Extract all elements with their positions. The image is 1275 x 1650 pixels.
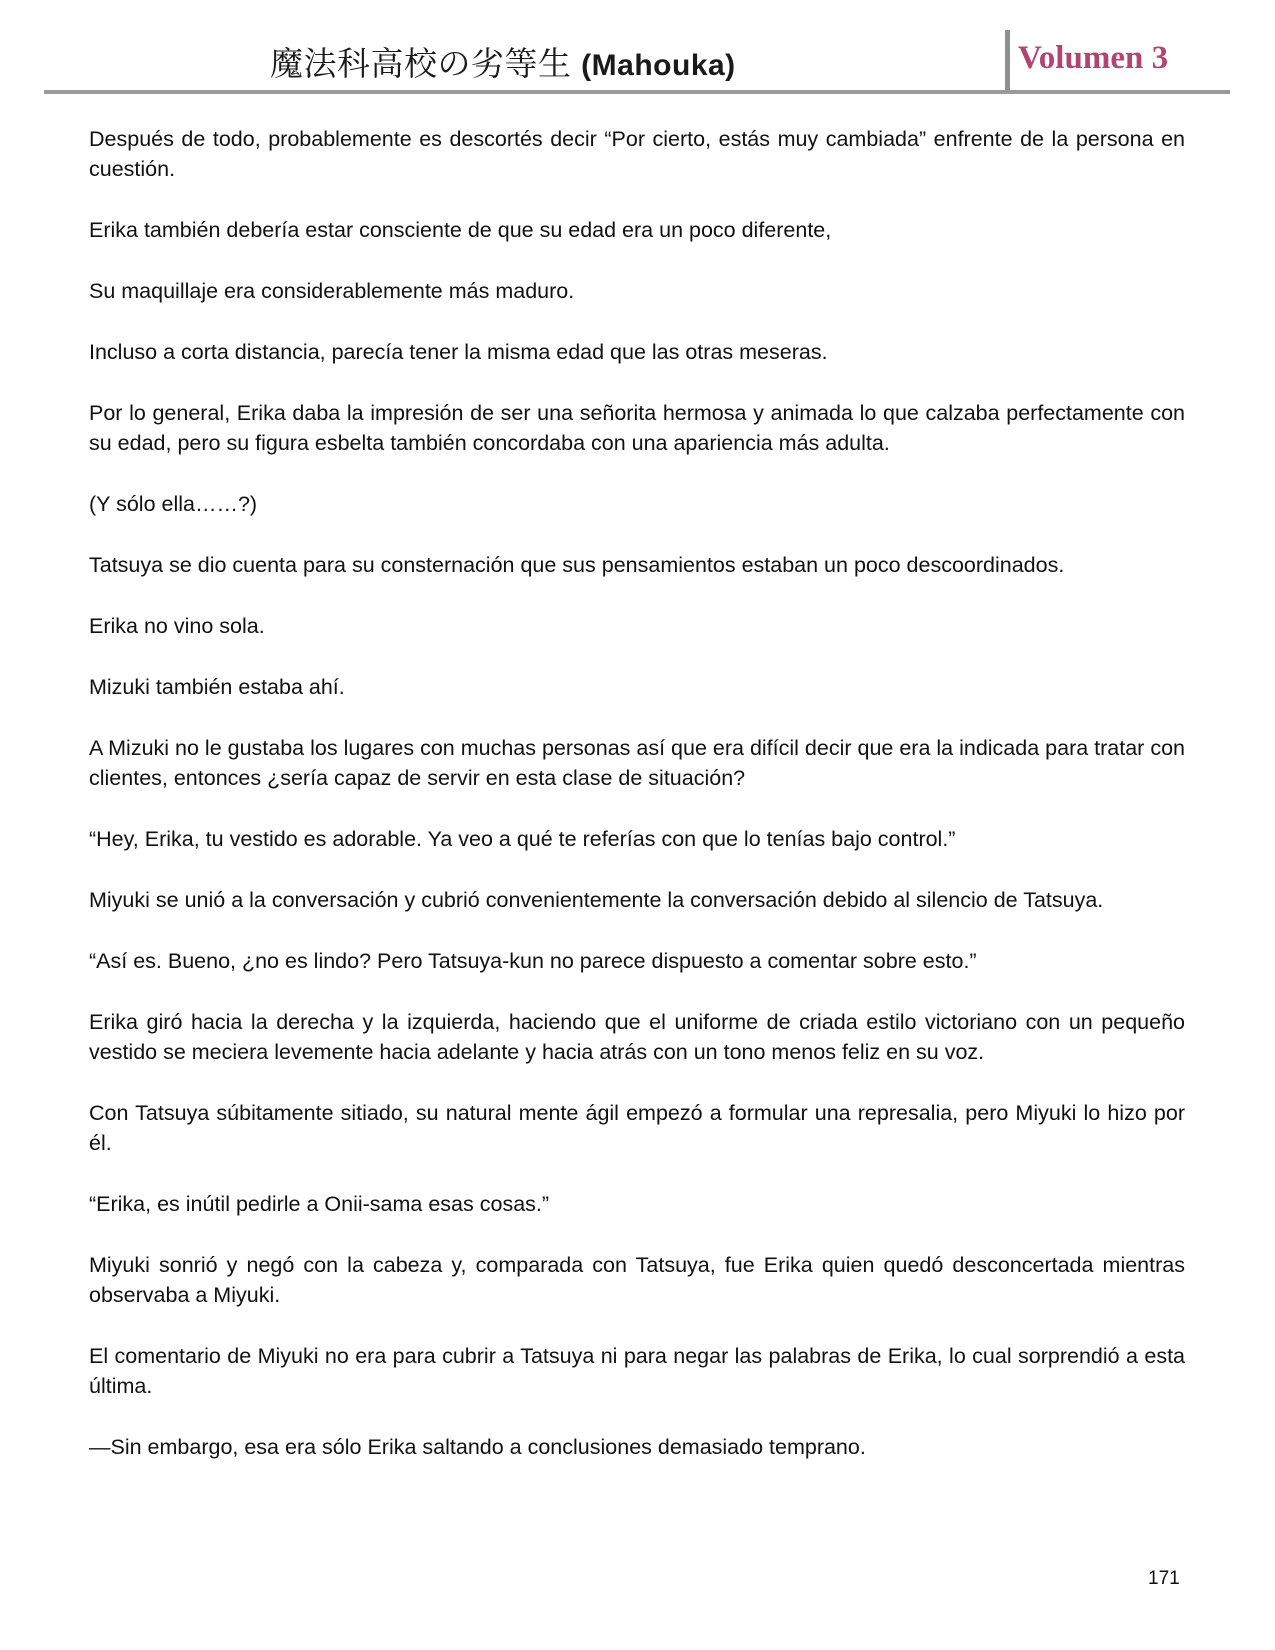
paragraph: Tatsuya se dio cuenta para su consternación que sus pensamientos estaban un poco descoordinados. [89,553,1065,577]
page-header-title [270,38,810,85]
paragraph: Su maquillaje era considerablemente más maduro. [89,279,575,303]
header-divider-vertical [1005,30,1010,92]
paragraph: Erika no vino sola. [89,614,265,638]
paragraph: “Erika, es inútil pedirle a Onii-sama esas cosas.” [89,1192,550,1216]
paragraph: El comentario de Miyuki no era para cubrir a Tatsuya ni para negar las palabras de Erika, lo cual sorprendió a esta última. [89,1344,1185,1398]
paragraph: Incluso a corta distancia, parecía tener la misma edad que las otras meseras. [89,340,828,364]
paragraph: —Sin embargo, esa era sólo Erika saltando a conclusiones demasiado temprano. [89,1435,866,1459]
title-latin: (Mahouka) [581,49,736,82]
paragraph: A Mizuki no le gustaba los lugares con muchas personas así que era difícil decir que era la indicada para tratar con clientes, entonces ¿sería capaz de servir en esta clase de situación? [89,736,1185,790]
header-rule [44,90,1230,94]
paragraph: Erika también debería estar consciente de que su edad era un poco diferente, [89,218,832,242]
title-japanese: 魔法科高校の劣等生 [270,45,572,82]
paragraph: Mizuki también estaba ahí. [89,675,345,699]
paragraph: Después de todo, probablemente es descortés decir “Por cierto, estás muy cambiada” enfrente de la persona en cuestión. [89,127,1185,181]
volume-label: Volumen 3 [1018,40,1169,76]
paragraph: Miyuki se unió a la conversación y cubrió convenientemente la conversación debido al silencio de Tatsuya. [89,888,1104,912]
paragraph: Erika giró hacia la derecha y la izquierda, haciendo que el uniforme de criada estilo victoriano con un pequeño vestido se meciera levemente hacia adelante y hacia atrás con un tono menos feliz en su voz. [89,1010,1185,1064]
paragraph: Miyuki sonrió y negó con la cabeza y, comparada con Tatsuya, fue Erika quien quedó desconcertada mientras observaba a Miyuki. [89,1253,1185,1307]
page-number: 171 [1148,1568,1180,1589]
paragraph: Con Tatsuya súbitamente sitiado, su natural mente ágil empezó a formular una represalia, pero Miyuki lo hizo por él. [89,1101,1185,1155]
paragraph: Por lo general, Erika daba la impresión de ser una señorita hermosa y animada lo que calzaba perfectamente con su edad, pero su figura esbelta también concordaba con una apariencia más adulta. [89,401,1185,455]
paragraph: “Así es. Bueno, ¿no es lindo? Pero Tatsuya-kun no parece dispuesto a comentar sobre esto.” [89,949,977,973]
paragraph: (Y sólo ella……?) [89,492,258,516]
paragraph: “Hey, Erika, tu vestido es adorable. Ya veo a qué te referías con que lo tenías bajo control.” [89,827,956,851]
page-body [89,124,1185,1493]
